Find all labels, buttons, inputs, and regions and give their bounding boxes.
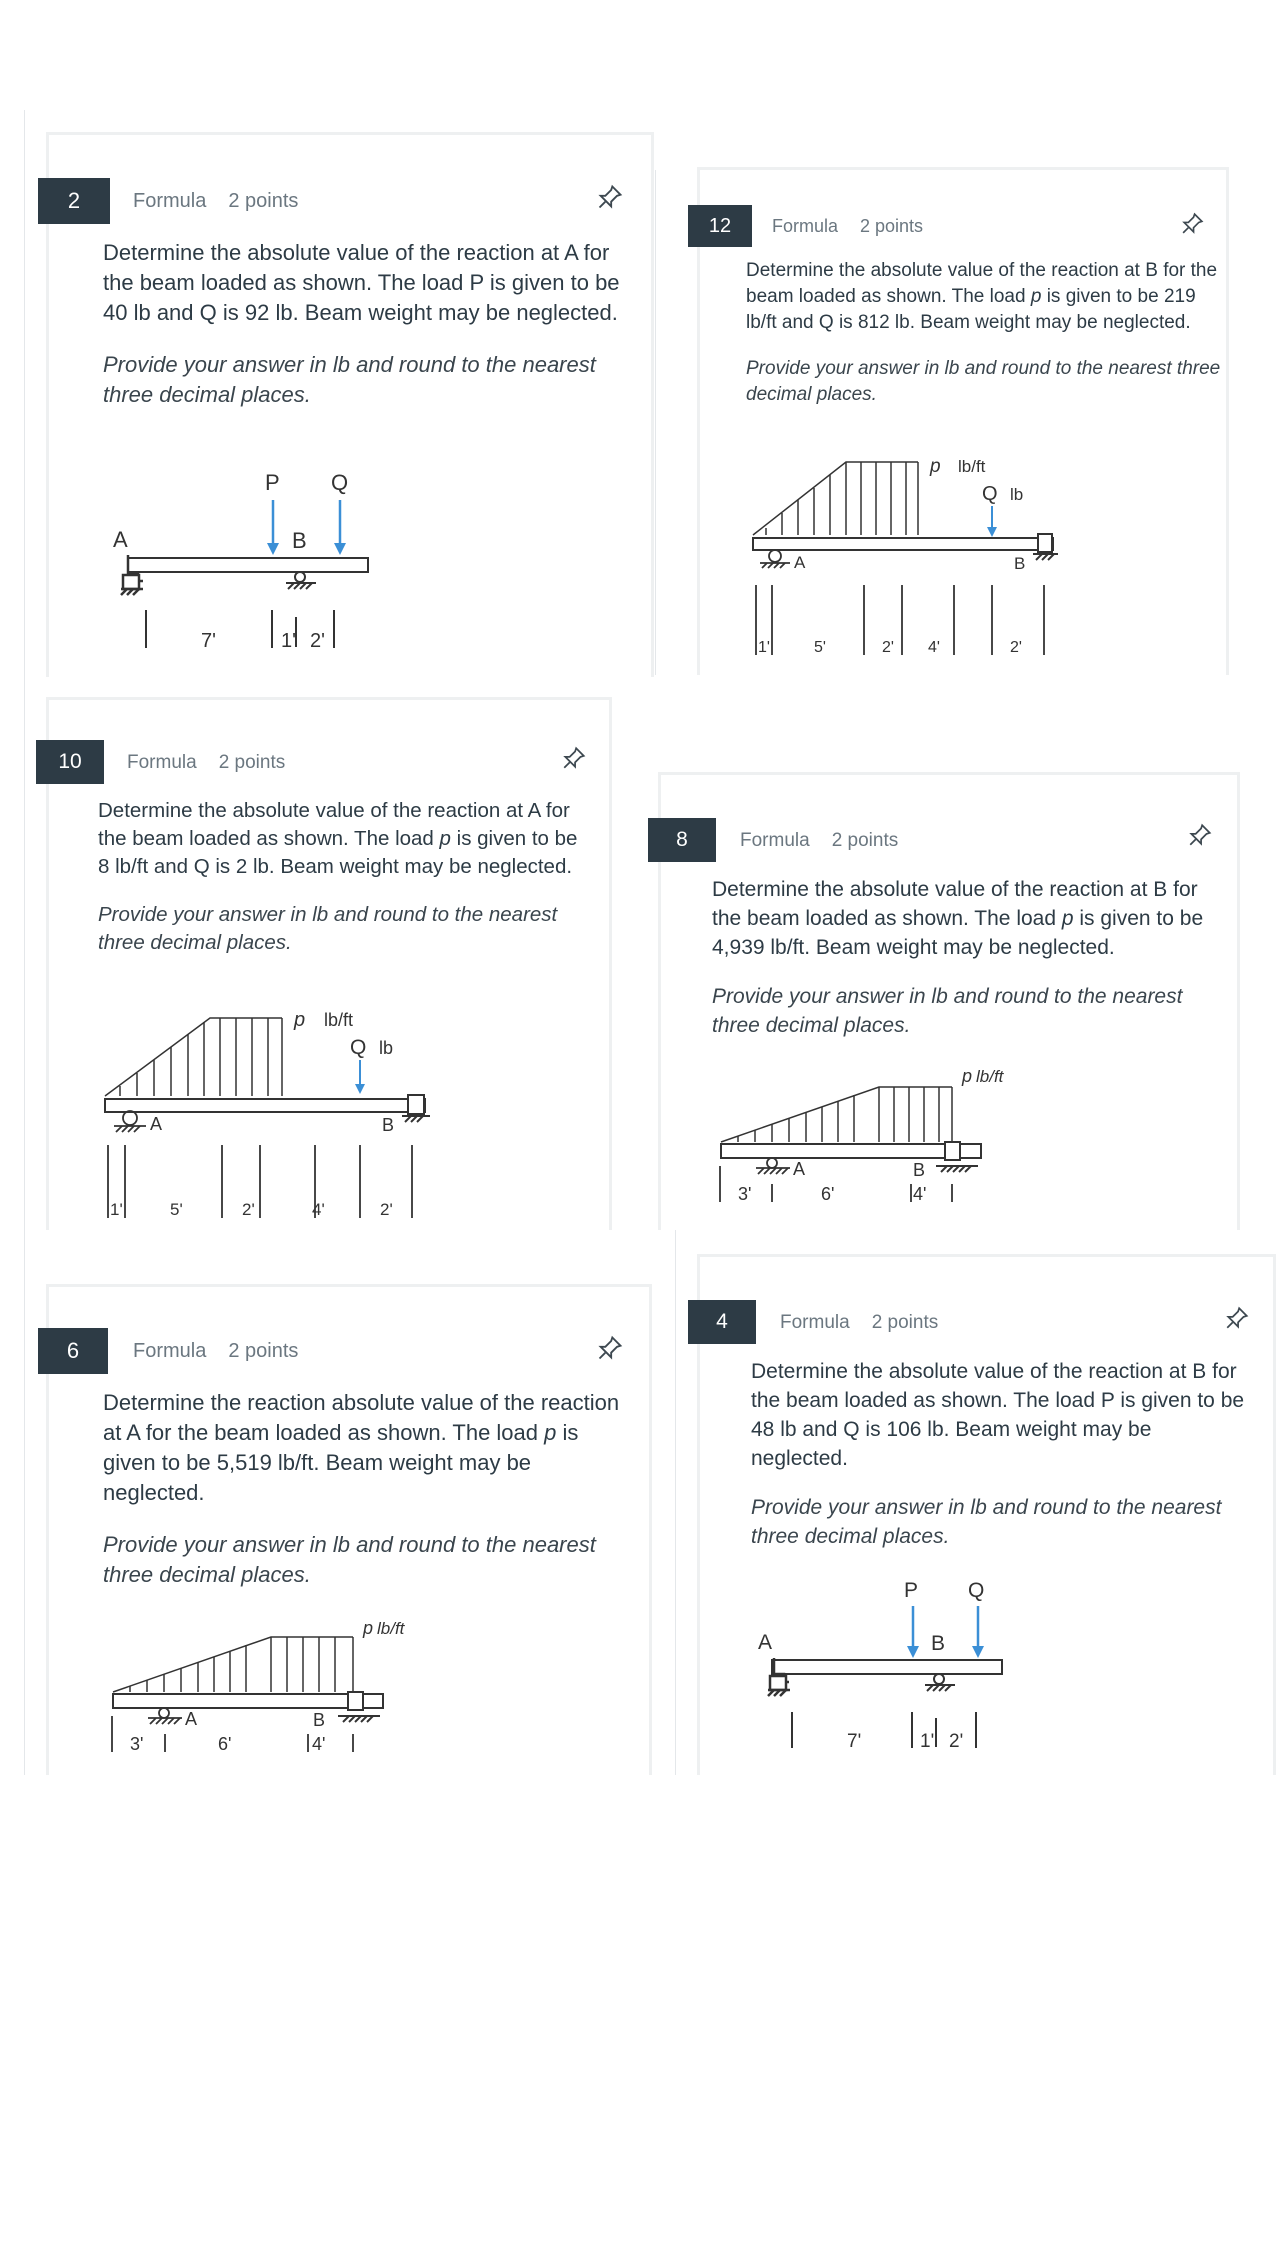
question-body — [103, 238, 623, 410]
label-A: A — [113, 527, 128, 552]
beam-diagram — [752, 1570, 1012, 1760]
question-points: 2 points — [228, 190, 299, 212]
dimension-label: 3' — [738, 1184, 752, 1204]
label-B: B — [292, 528, 307, 553]
beam-diagram — [716, 1062, 1036, 1212]
question-body — [712, 875, 1222, 1040]
question-prompt: Determine the absolute value of the reaction at A for the beam loaded as shown. The load P is given to be 40 lb and Q is 92 lb. Beam weight may be neglected. — [103, 240, 620, 325]
question-prompt: Determine the reaction absolute value of the reaction at A for the beam loaded as shown. The load p is given to be 5,519 lb/ft. Beam weight may be neglected. — [103, 1390, 620, 1505]
distributed-load — [721, 1087, 952, 1142]
dimension-label: 2' — [949, 1731, 964, 1752]
question-instruction: Provide your answer in lb and round to the nearest three decimal places. — [751, 1496, 1222, 1548]
dimension-label: 4' — [312, 1200, 325, 1219]
question-type: Formula — [133, 190, 207, 212]
dimension-label: 1' — [110, 1200, 123, 1219]
load-label-p: p — [363, 1618, 374, 1638]
question-type: Formula — [127, 752, 197, 773]
roller-support-B — [925, 1674, 955, 1691]
question-number-badge: 6 — [38, 1328, 108, 1374]
label-Q: Q — [331, 470, 349, 495]
page-divider — [655, 170, 656, 675]
beam — [721, 1144, 981, 1158]
pin-icon[interactable] — [596, 183, 624, 211]
label-A: A — [150, 1114, 163, 1134]
pin-icon[interactable] — [1180, 211, 1205, 236]
dimension-label: 6' — [218, 1734, 232, 1754]
dimension-ticks — [108, 1145, 412, 1218]
pin-icon[interactable] — [1224, 1305, 1250, 1331]
dimension-label: 2' — [310, 630, 325, 652]
question-body — [751, 1357, 1246, 1551]
question-type: Formula — [772, 216, 839, 236]
dimension-label: 5' — [814, 639, 826, 656]
question-number-badge: 8 — [648, 818, 716, 862]
dimension-label: 2' — [242, 1200, 255, 1219]
beam — [753, 538, 1053, 550]
load-unit: lb/ft — [958, 457, 986, 476]
pin-icon[interactable] — [596, 1334, 624, 1362]
beam-diagram — [748, 450, 1068, 660]
roller-support-A — [756, 1158, 790, 1174]
load-label-p: p — [930, 456, 941, 477]
question-meta — [133, 190, 320, 213]
question-type: Formula — [740, 830, 810, 851]
question-prompt: Determine the absolute value of the reaction at A for the beam loaded as shown. The load p is given to be 8 lb/ft and Q is 2 lb. Beam weight may be neglected. — [98, 799, 578, 878]
page-divider — [24, 110, 25, 1775]
beam-diagram — [103, 465, 383, 665]
question-instruction: Provide your answer in lb and round to the nearest three decimal places. — [103, 1532, 596, 1587]
dimension-ticks — [756, 585, 1044, 655]
label-A: A — [793, 1159, 806, 1179]
label-Q: Q — [982, 483, 998, 505]
question-points: 2 points — [871, 1312, 939, 1333]
question-prompt: Determine the absolute value of the reaction at B for the beam loaded as shown. The load p is given to be 219 lb/ft and Q is 812 lb. Beam weight may be neglected. — [746, 260, 1218, 333]
beam — [128, 558, 368, 572]
page-divider — [675, 1230, 676, 1775]
label-Q: Q — [350, 1036, 367, 1059]
question-body — [103, 1388, 623, 1590]
question-meta — [127, 752, 307, 774]
label-Q-unit: lb — [379, 1038, 394, 1058]
question-type: Formula — [780, 1312, 850, 1333]
dimension-label: 5' — [170, 1200, 183, 1219]
question-body — [746, 258, 1226, 408]
beam — [772, 1660, 1002, 1674]
roller-support-A — [114, 1111, 146, 1132]
question-points: 2 points — [228, 1340, 299, 1362]
label-A: A — [185, 1709, 198, 1729]
beam — [105, 1099, 425, 1112]
question-instruction: Provide your answer in lb and round to the nearest three decimal places. — [103, 352, 596, 407]
distributed-load — [105, 1018, 282, 1096]
question-prompt: Determine the absolute value of the reaction at B for the beam loaded as shown. The load P is given to be 48 lb and Q is 106 lb. Beam weight may be neglected. — [751, 1360, 1245, 1470]
load-arrow-Q — [972, 1606, 984, 1658]
label-B: B — [382, 1115, 395, 1135]
question-points: 2 points — [860, 216, 924, 236]
load-arrow-Q — [987, 506, 997, 537]
question-body — [98, 797, 588, 957]
roller-support-A — [148, 1708, 182, 1724]
question-number-badge: 12 — [688, 205, 752, 247]
dimension-label: 1' — [920, 1731, 935, 1752]
question-meta — [780, 1312, 960, 1334]
dimension-ticks — [146, 610, 334, 648]
dimension-label: 2' — [882, 639, 894, 656]
label-A: A — [794, 553, 806, 572]
load-arrow-Q — [334, 500, 346, 555]
question-instruction: Provide your answer in lb and round to the nearest three decimal places. — [746, 358, 1221, 405]
label-B: B — [931, 1632, 946, 1655]
dimension-label: 2' — [380, 1200, 393, 1219]
beam — [113, 1694, 383, 1708]
label-B: B — [1014, 554, 1026, 573]
label-P: P — [904, 1579, 919, 1602]
dimension-label: 1' — [281, 630, 296, 652]
question-instruction: Provide your answer in lb and round to the nearest three decimal places. — [712, 985, 1183, 1037]
dimension-label: 6' — [821, 1184, 835, 1204]
load-label-p: p — [294, 1009, 306, 1031]
beam-diagram — [108, 1612, 428, 1762]
question-instruction: Provide your answer in lb and round to the nearest three decimal places. — [98, 903, 558, 954]
roller-support-A — [760, 550, 790, 568]
dimension-label: 4' — [913, 1184, 927, 1204]
load-arrow-P — [907, 1606, 919, 1658]
dimension-label: 4' — [312, 1734, 326, 1754]
dimension-label: 2' — [1010, 639, 1022, 656]
question-meta — [133, 1340, 320, 1363]
label-B: B — [313, 1710, 326, 1730]
distributed-load — [113, 1637, 353, 1692]
label-A: A — [758, 1631, 773, 1654]
pin-icon[interactable] — [561, 745, 587, 771]
label-B: B — [913, 1160, 926, 1180]
dimension-label: 7' — [847, 1731, 862, 1752]
question-points: 2 points — [831, 830, 899, 851]
dimension-label: 1' — [758, 639, 770, 656]
pin-icon[interactable] — [1187, 822, 1213, 848]
label-P: P — [265, 470, 280, 495]
question-meta — [772, 216, 945, 237]
roller-support-B — [286, 572, 316, 589]
load-unit: lb/ft — [377, 1619, 405, 1638]
load-unit: lb/ft — [976, 1067, 1004, 1086]
dimension-label: 3' — [130, 1734, 144, 1754]
beam-diagram — [100, 1000, 440, 1225]
load-unit: lb/ft — [324, 1010, 354, 1030]
question-meta — [740, 830, 920, 852]
dimension-label: 4' — [928, 639, 940, 656]
load-label-p: p — [962, 1066, 973, 1086]
question-prompt: Determine the absolute value of the reaction at B for the beam loaded as shown. The load p is given to be 4,939 lb/ft. Beam weight may be neglected. — [712, 878, 1204, 959]
label-Q-unit: lb — [1010, 485, 1024, 504]
label-Q: Q — [968, 1579, 985, 1602]
question-type: Formula — [133, 1340, 207, 1362]
question-number-badge: 2 — [38, 178, 110, 224]
question-number-badge: 10 — [36, 740, 104, 784]
load-arrow-Q — [355, 1060, 365, 1094]
load-arrow-P — [267, 500, 279, 555]
question-number-badge: 4 — [688, 1300, 756, 1344]
question-points: 2 points — [218, 752, 286, 773]
dimension-label: 7' — [201, 630, 216, 652]
distributed-load — [753, 462, 918, 535]
